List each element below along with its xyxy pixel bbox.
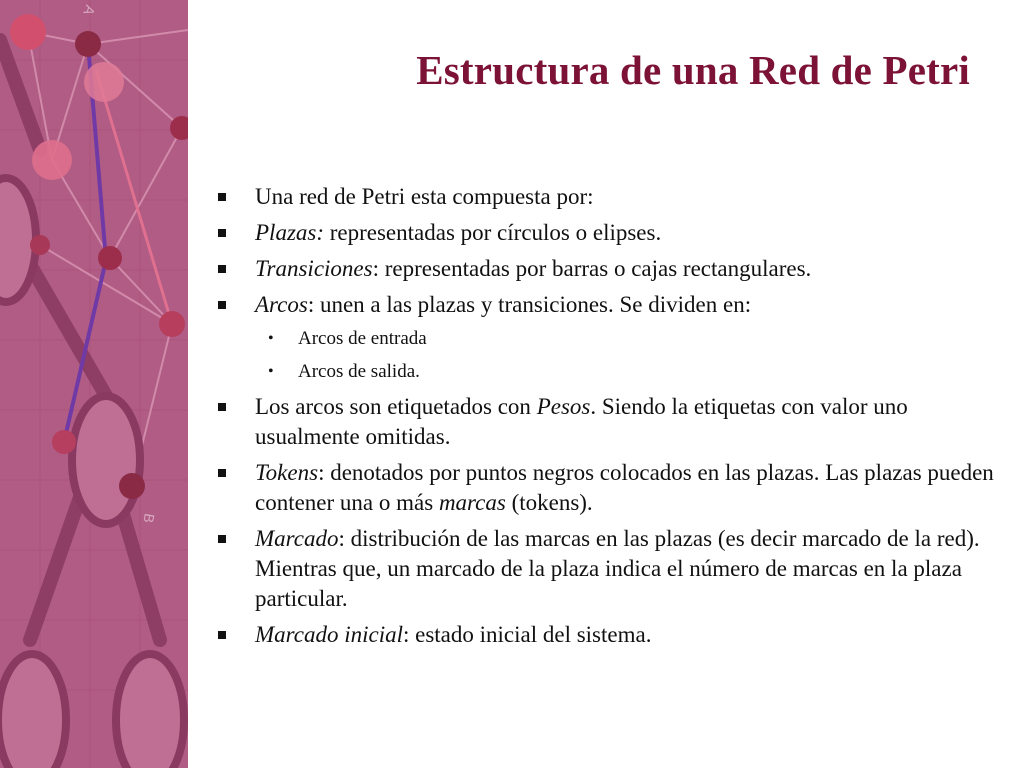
bullet-text: : estado inicial del sistema. <box>402 622 652 647</box>
bullet-list <box>216 182 996 656</box>
bullet-item <box>216 392 996 452</box>
bullet-text: . Siendo la etiquetas con valor uno usualmente omitidas. <box>255 394 908 449</box>
sub-bullet-text: Arcos de entrada <box>298 328 427 349</box>
bullet-term: Transiciones <box>255 256 373 281</box>
square-bullet-icon <box>218 265 226 273</box>
bullet-term: Marcado inicial <box>255 622 403 647</box>
square-bullet-icon <box>218 301 226 309</box>
bullet-term: Tokens <box>255 460 319 485</box>
bullet-text: : representadas por barras o cajas rectangulares. <box>372 256 812 281</box>
bullet-text: Una red de Petri esta compuesta por: <box>255 184 594 209</box>
bullet-text: : unen a las plazas y transiciones. Se dividen en: <box>307 292 752 317</box>
bullet-text: representadas por círculos o elipses. <box>324 220 662 245</box>
bullet-text: : distribución de las marcas en las plazas (es decir marcado de la red). Mientras que, un marcado de la plaza indica el número de marcas en la plaza particular. <box>255 526 980 611</box>
square-bullet-icon <box>218 403 226 411</box>
graph-label-b: B <box>140 512 158 525</box>
sub-bullet-text: Arcos de salida. <box>298 361 420 382</box>
bullet-item <box>216 524 996 614</box>
bullet-item <box>216 458 996 518</box>
bullet-item <box>216 182 996 212</box>
bullet-term: Marcado <box>255 526 339 551</box>
slide-title: Estructura de una Red de Petri <box>416 47 970 93</box>
dot-bullet-icon: • <box>268 363 274 380</box>
bullet-item <box>216 218 996 248</box>
bullet-item <box>216 620 996 650</box>
dot-bullet-icon: • <box>268 330 274 347</box>
bullet-item <box>216 254 996 284</box>
sub-bullet-item <box>216 326 996 352</box>
square-bullet-icon <box>218 469 226 477</box>
bullet-text: Los arcos son etiquetados con <box>255 394 537 419</box>
bullet-term: marcas <box>438 490 506 515</box>
square-bullet-icon <box>218 631 226 639</box>
bullet-term: Arcos <box>255 292 308 317</box>
square-bullet-icon <box>218 229 226 237</box>
petri-graph-illustration <box>0 0 188 768</box>
bullet-text: : denotados por puntos negros colocados en las plazas. Las plazas pueden contener una o más <box>255 460 994 515</box>
sub-bullet-item <box>216 359 996 385</box>
bullet-item <box>216 290 996 320</box>
square-bullet-icon <box>218 535 226 543</box>
bullet-term: Pesos <box>536 394 591 419</box>
bullet-text: (tokens). <box>505 490 593 515</box>
decorative-sidebar <box>0 0 188 768</box>
bullet-term: Plazas: <box>255 220 324 245</box>
square-bullet-icon <box>218 193 226 201</box>
graph-label-a: A <box>80 3 99 18</box>
